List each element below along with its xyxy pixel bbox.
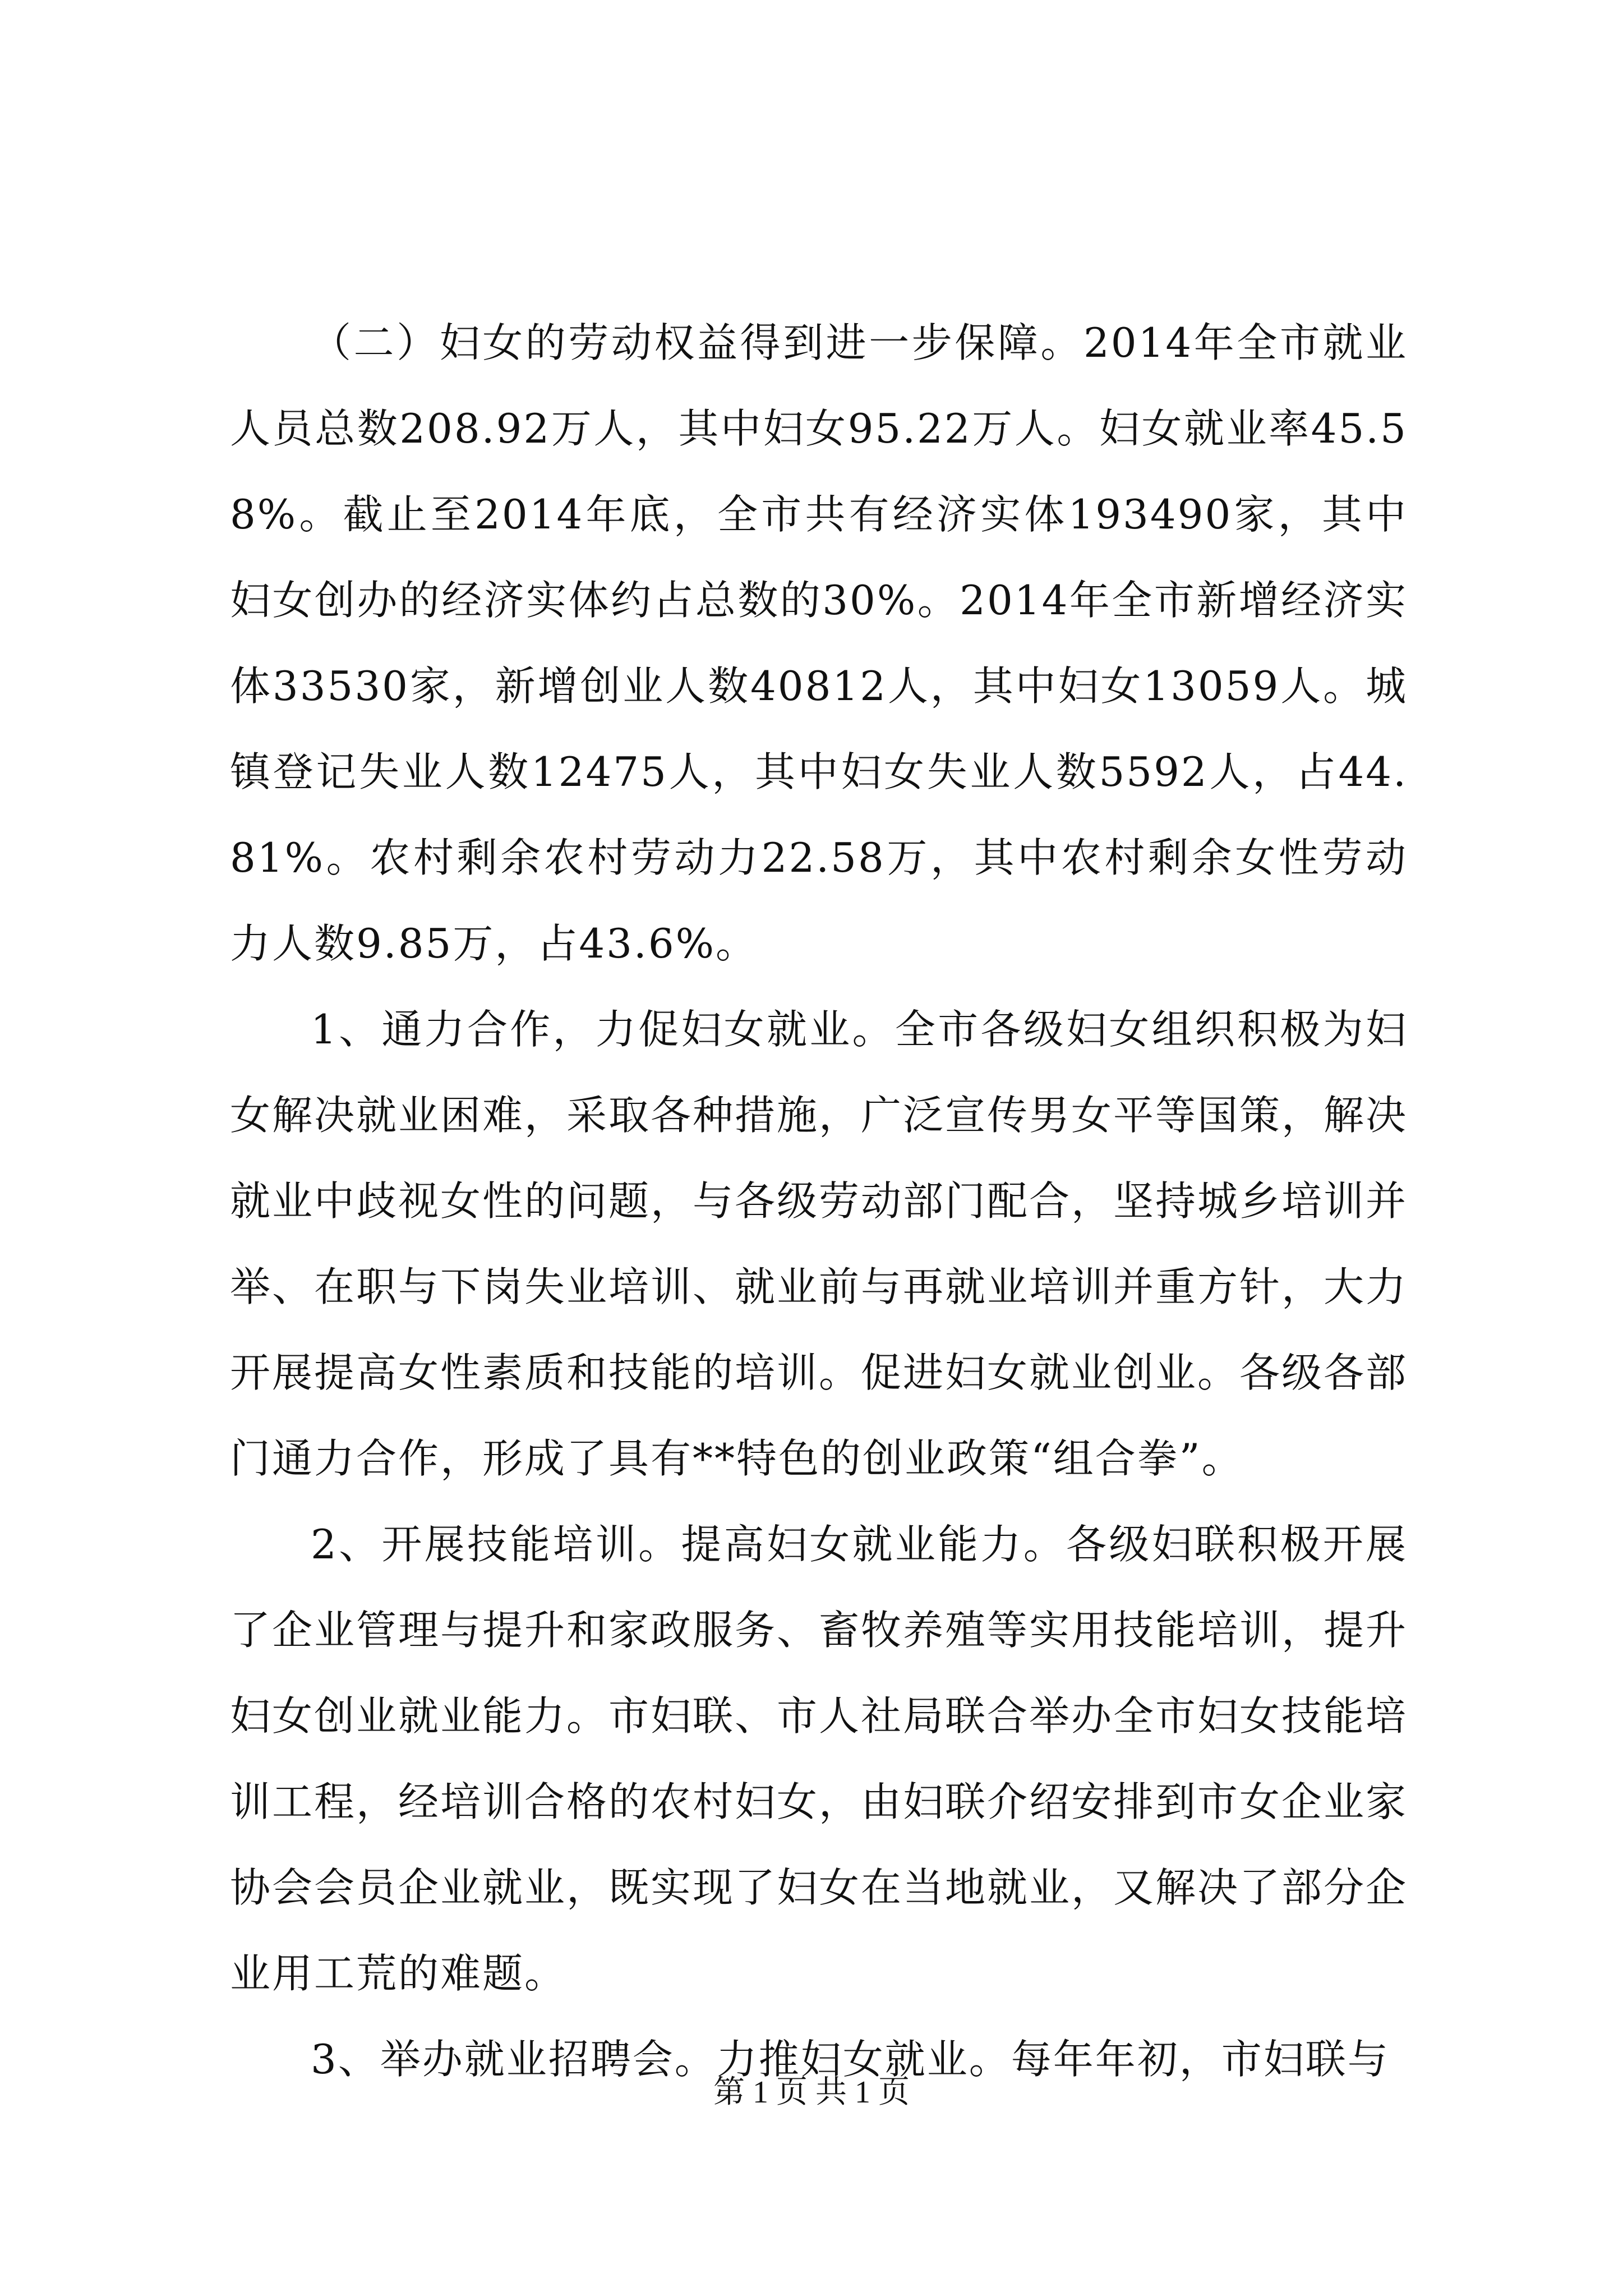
paragraph-cooperation: 1、通力合作，力促妇女就业。全市各级妇女组织积极为妇女解决就业困难，采取各种措施，广泛宣传男女平等国策，解决就业中歧视女性的问题，与各级劳动部门配合，坚持城乡培训并举、在职与下岗失业培训、就业前与再就业培训并重方针，大力开展提高女性素质和技能的培训。促进妇女就业创业。各级各部门通力合作，形成了具有**特色的创业政策“组合拳”。 bbox=[230, 1006, 1408, 1482]
page-footer: 第 1 页 共 1 页 bbox=[713, 2075, 910, 2110]
paragraph-job-fair: 3、举办就业招聘会。力推妇女就业。每年年初，市妇联与 bbox=[311, 2036, 1390, 2083]
paragraph-skills-training: 2、开展技能培训。提高妇女就业能力。各级妇联积极开展了企业管理与提升和家政服务、畜牧养殖等实用技能培训，提升妇女创业就业能力。市妇联、市人社局联合举办全市妇女技能培训工程，经培训合格的农村妇女，由妇联介绍安排到市女企业家协会会员企业就业，既实现了妇女在当地就业，又解决了部分企业用工荒的难题。 bbox=[230, 1521, 1408, 1997]
document-body bbox=[230, 300, 1408, 2102]
paragraph-labor-rights: （二）妇女的劳动权益得到进一步保障。2014年全市就业人员总数208.92万人，其中妇女95.22万人。妇女就业率45.58%。截止至2014年底，全市共有经济实体193490家，其中妇女创办的经济实体约占总数的30%。2014年全市新增经济实体33530家，新增创业人数40812人，其中妇女13059人。城镇登记失业人数12475人，其中妇女失业人数5592人，占44.81%。农村剩余农村劳动力22.58万，其中农村剩余女性劳动力人数9.85万，占43.6%。 bbox=[230, 319, 1408, 967]
